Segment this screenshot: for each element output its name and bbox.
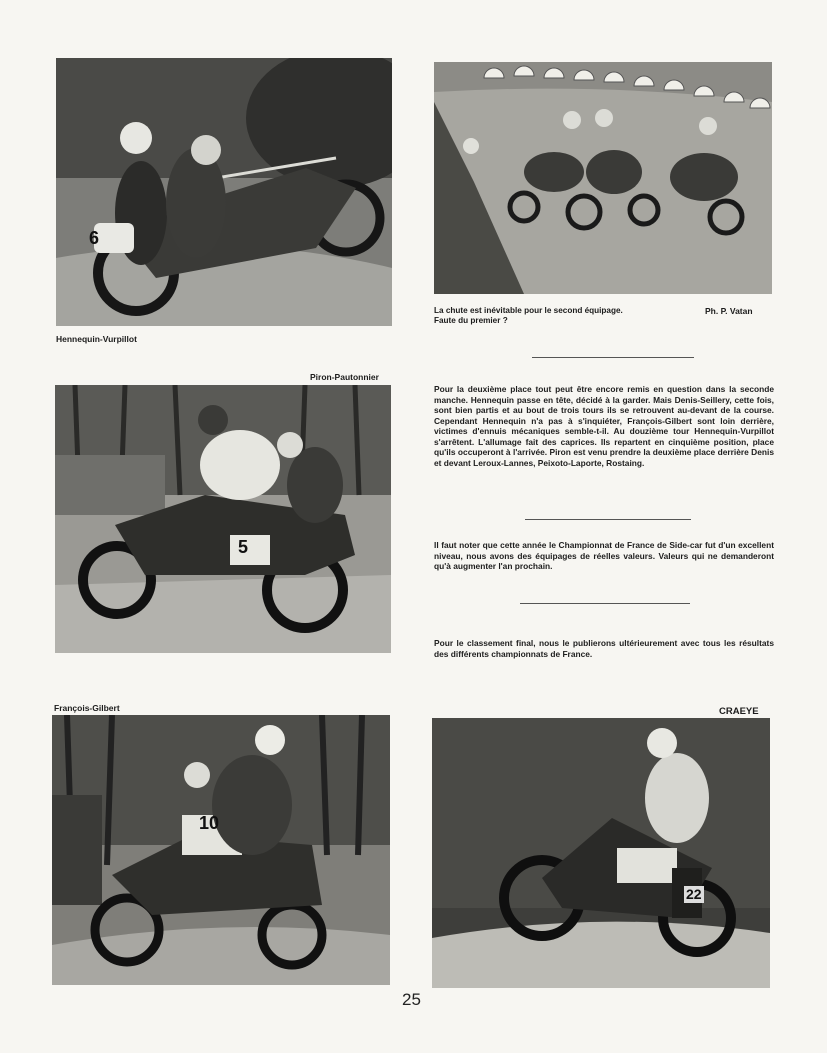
article-paragraph-2: Il faut noter que cette année le Championnat de France de Side-car fut d'un excellent niveau, nous avons des équipages de réelles valeurs. Valeurs qui ne demanderont qu'à augmenter l'an prochain. bbox=[434, 540, 774, 571]
sidecar-photo-illustration bbox=[55, 385, 391, 653]
photo-crash bbox=[434, 62, 772, 294]
article-paragraph-3: Pour le classement final, nous le publierons ultérieurement avec tous les résultats des différents championnats de France. bbox=[434, 638, 774, 659]
race-number: 10 bbox=[199, 813, 220, 833]
sidecar-photo-illustration bbox=[56, 58, 392, 326]
separator-rule bbox=[532, 357, 694, 358]
race-number: 22 bbox=[686, 886, 702, 902]
photo-hennequin-vurpillot bbox=[56, 58, 392, 326]
photo-credit: Ph. P. Vatan bbox=[705, 306, 753, 316]
caption-craeye: CRAEYE bbox=[719, 706, 759, 717]
article-paragraph-1: Pour la deuxième place tout peut être encore remis en question dans la seconde manche. Hennequin passe en tête, décidé à la garder. Mais Denis-Seillery, cette fois, sont bien partis et au bout de trois tours ils se retrouvent au-devant de la course. Cependant Hennequin n'a pas à s'inquiéter, François-Gilbert sont loin derrière, victimes d'ennuis mécaniques semble-t-il. Au douzième tour Hennequin-Vurpillot s'arrêtent. L'allumage fait des caprices. Ils repartent en cinquième position, place qu'ils occuperont à l'arrivée. Piron est venu prendre la deuxième place derrière Denis et devant Leroux-Lannes, Peixoto-Laporte, Rostaing. bbox=[434, 384, 774, 468]
photo-craeye bbox=[432, 718, 770, 988]
caption-piron-pautonnier: Piron-Pautonnier bbox=[310, 372, 379, 382]
separator-rule bbox=[525, 519, 691, 520]
sidecar-photo-illustration bbox=[52, 715, 390, 985]
motocross-photo-illustration bbox=[432, 718, 770, 988]
page-number: 25 bbox=[402, 990, 421, 1009]
caption-crash: La chute est inévitable pour le second équipage. Faute du premier ? bbox=[434, 306, 623, 325]
caption-francois-gilbert: François-Gilbert bbox=[54, 703, 120, 713]
race-number: 5 bbox=[238, 537, 249, 557]
photo-piron-pautonnier bbox=[55, 385, 391, 653]
separator-rule bbox=[520, 603, 690, 604]
photo-francois-gilbert bbox=[52, 715, 390, 985]
race-number: 6 bbox=[89, 228, 100, 248]
crash-photo-illustration bbox=[434, 62, 772, 294]
caption-hennequin-vurpillot: Hennequin-Vurpillot bbox=[56, 334, 137, 344]
